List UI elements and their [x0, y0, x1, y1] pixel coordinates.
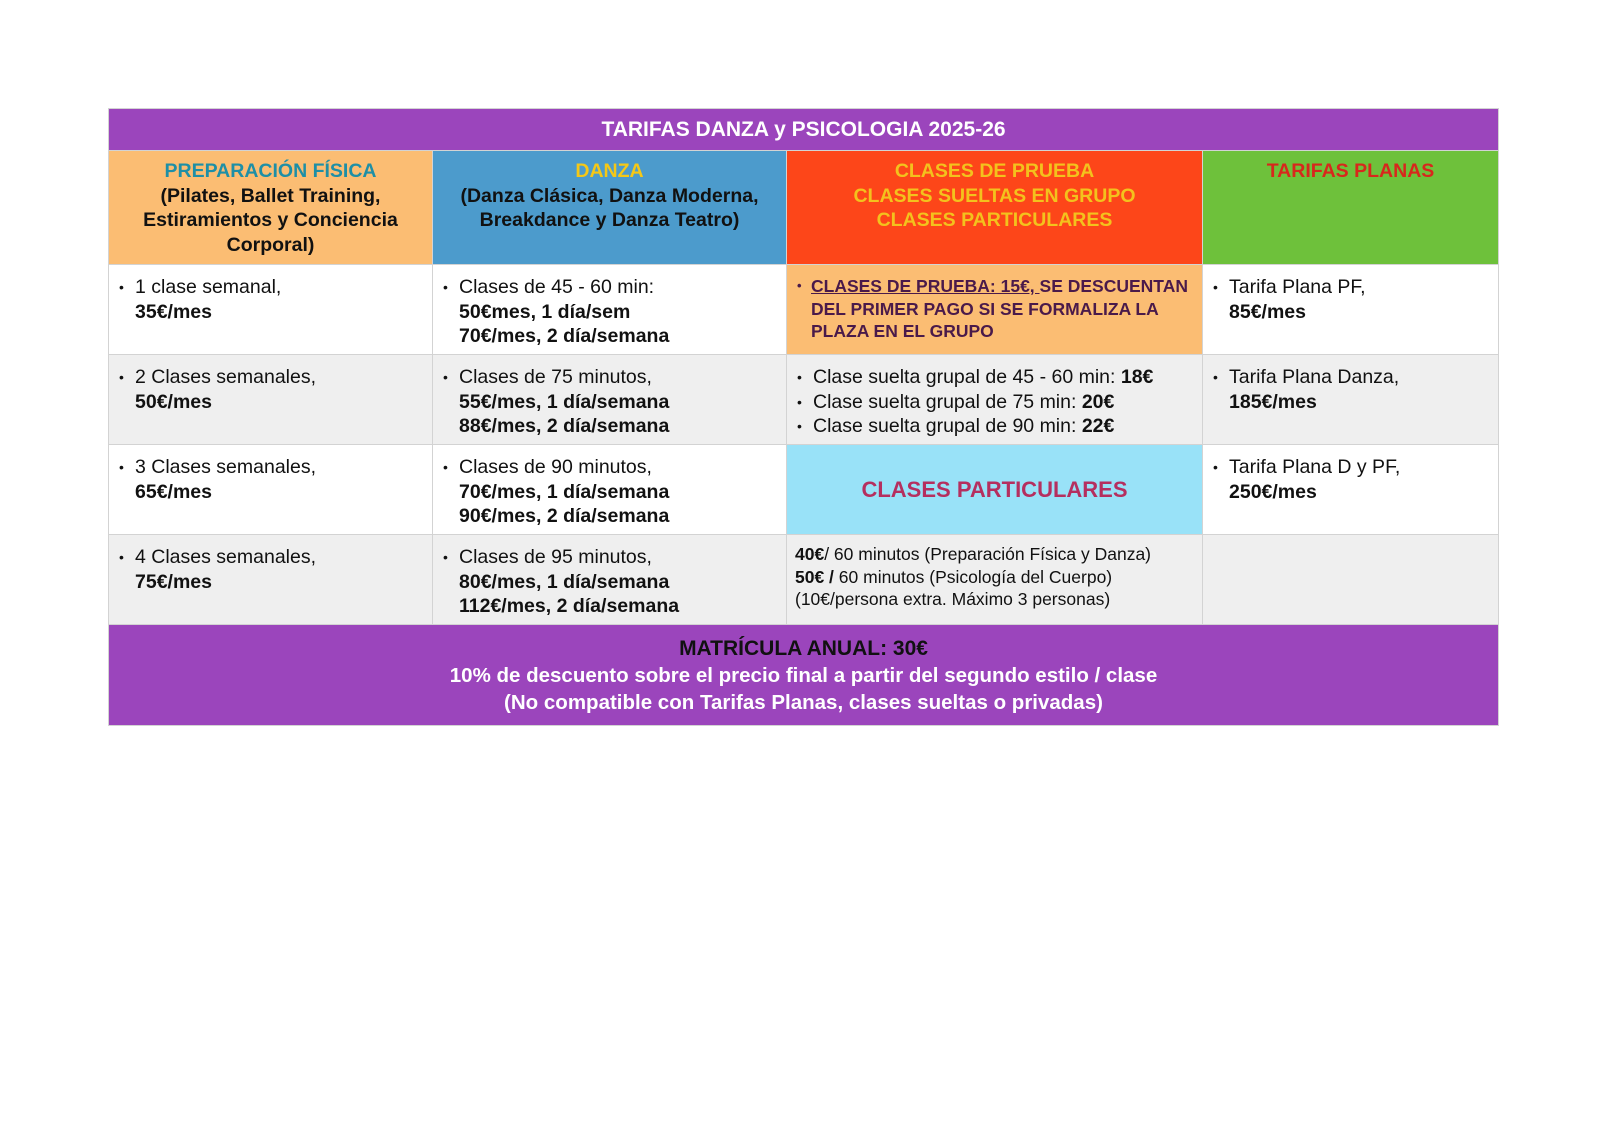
- matricula-line: MATRÍCULA ANUAL: 30€: [679, 636, 928, 660]
- price: 80€/mes, 1 día/semana: [459, 570, 670, 593]
- header-cp-line1: CLASES DE PRUEBA: [894, 160, 1095, 182]
- list-item: • Clase suelta grupal de 75 min: 20€: [813, 390, 1192, 415]
- price: 35€/mes: [135, 300, 212, 323]
- pf-cell: [109, 445, 433, 535]
- table-row: [109, 265, 1499, 355]
- pf-cell: [109, 535, 433, 625]
- price: 20€: [1081, 390, 1115, 413]
- price: 18€: [1120, 366, 1154, 388]
- header-cp-line2: CLASES SUELTAS EN GRUPO: [853, 184, 1136, 207]
- tp-cell: [1203, 445, 1499, 535]
- price: 88€/mes, 2 día/semana: [459, 415, 670, 437]
- header-tarifas-planas: [1203, 151, 1499, 265]
- list-item: • Tarifa Plana D y PF, 250€/mes: [1229, 455, 1488, 504]
- list-item: • Clases de 95 minutos, 80€/mes, 1 día/semana 112€/mes, 2 día/semana: [459, 545, 776, 619]
- price: 70€/mes, 1 día/semana: [459, 480, 670, 503]
- list-item: • 2 Clases semanales, 50€/mes: [135, 365, 422, 414]
- price: 70€/mes, 2 día/semana: [459, 325, 670, 347]
- price: 185€/mes: [1229, 390, 1317, 413]
- header-pf-title: PREPARACIÓN FÍSICA: [164, 160, 377, 182]
- price: 50€/mes: [135, 390, 212, 413]
- price: 55€/mes, 1 día/semana: [459, 390, 670, 413]
- table-row: [109, 445, 1499, 535]
- footer: [109, 625, 1499, 726]
- list-item: • Clase suelta grupal de 90 min: 22€: [813, 414, 1192, 439]
- price: 85€/mes: [1229, 300, 1306, 323]
- header-preparacion-fisica: [109, 151, 433, 265]
- table-title: TARIFAS DANZA y PSICOLOGIA 2025-26: [109, 109, 1499, 151]
- list-item: • 4 Clases semanales, 75€/mes: [135, 545, 422, 594]
- price: 50€mes, 1 día/sem: [459, 300, 631, 323]
- pf-cell: [109, 265, 433, 355]
- tp-cell: [1203, 265, 1499, 355]
- price: 112€/mes, 2 día/semana: [459, 595, 680, 617]
- discount-note: (No compatible con Tarifas Planas, clases sueltas o privadas): [504, 690, 1103, 714]
- sueltas-cell: [787, 355, 1203, 445]
- header-cp-line3: CLASES PARTICULARES: [876, 209, 1113, 231]
- header-dz-title: DANZA: [575, 160, 644, 182]
- header-dz-subtitle: (Danza Clásica, Danza Moderna, Breakdance y Danza Teatro): [460, 184, 759, 231]
- rates-table: [108, 108, 1499, 726]
- particulares-title: CLASES PARTICULARES: [787, 445, 1203, 535]
- header-tp-title: TARIFAS PLANAS: [1266, 160, 1435, 182]
- particulares-details: 40€/ 60 minutos (Preparación Física y Danza) 50€ / 60 minutos (Psicología del Cuerpo) (10€/persona extra. Máximo 3 personas): [795, 544, 1152, 609]
- price: 65€/mes: [135, 480, 212, 503]
- dz-cell: [433, 355, 787, 445]
- tp-cell: [1203, 355, 1499, 445]
- list-item: • Clases de 75 minutos, 55€/mes, 1 día/semana 88€/mes, 2 día/semana: [459, 365, 776, 439]
- table-row: [109, 535, 1499, 625]
- list-item: • Clase suelta grupal de 45 - 60 min: 18€: [813, 365, 1192, 390]
- price: 40€: [795, 544, 825, 564]
- price: 90€/mes, 2 día/semana: [459, 505, 670, 527]
- header-pf-subtitle: (Pilates, Ballet Training, Estiramientos y Conciencia Corporal): [143, 184, 398, 256]
- dz-cell: [433, 265, 787, 355]
- list-item: • Clases de 45 - 60 min: 50€mes, 1 día/sem 70€/mes, 2 día/semana: [459, 275, 776, 349]
- table-row: [109, 355, 1499, 445]
- list-item: • Tarifa Plana PF, 85€/mes: [1229, 275, 1488, 324]
- list-item: • Clases de 90 minutos, 70€/mes, 1 día/semana 90€/mes, 2 día/semana: [459, 455, 776, 529]
- promo-cell: [787, 265, 1203, 355]
- header-danza: [433, 151, 787, 265]
- dz-cell: [433, 445, 787, 535]
- list-item: • 1 clase semanal, 35€/mes: [135, 275, 422, 324]
- promo-text: • CLASES DE PRUEBA: 15€, SE DESCUENTAN DEL PRIMER PAGO SI SE FORMALIZA LA PLAZA EN EL GRUPO: [787, 265, 1202, 343]
- price: 250€/mes: [1229, 480, 1317, 503]
- discount-line: 10% de descuento sobre el precio final a partir del segundo estilo / clase: [449, 663, 1158, 687]
- tp-cell-empty: [1203, 535, 1499, 625]
- dz-cell: [433, 535, 787, 625]
- list-item: • Tarifa Plana Danza, 185€/mes: [1229, 365, 1488, 414]
- pf-cell: [109, 355, 433, 445]
- price: 22€: [1081, 415, 1115, 437]
- particulares-cell: [787, 535, 1203, 625]
- header-clases: [787, 151, 1203, 265]
- price: 75€/mes: [135, 570, 212, 593]
- price: 50€ /: [795, 566, 834, 587]
- list-item: • 3 Clases semanales, 65€/mes: [135, 455, 422, 504]
